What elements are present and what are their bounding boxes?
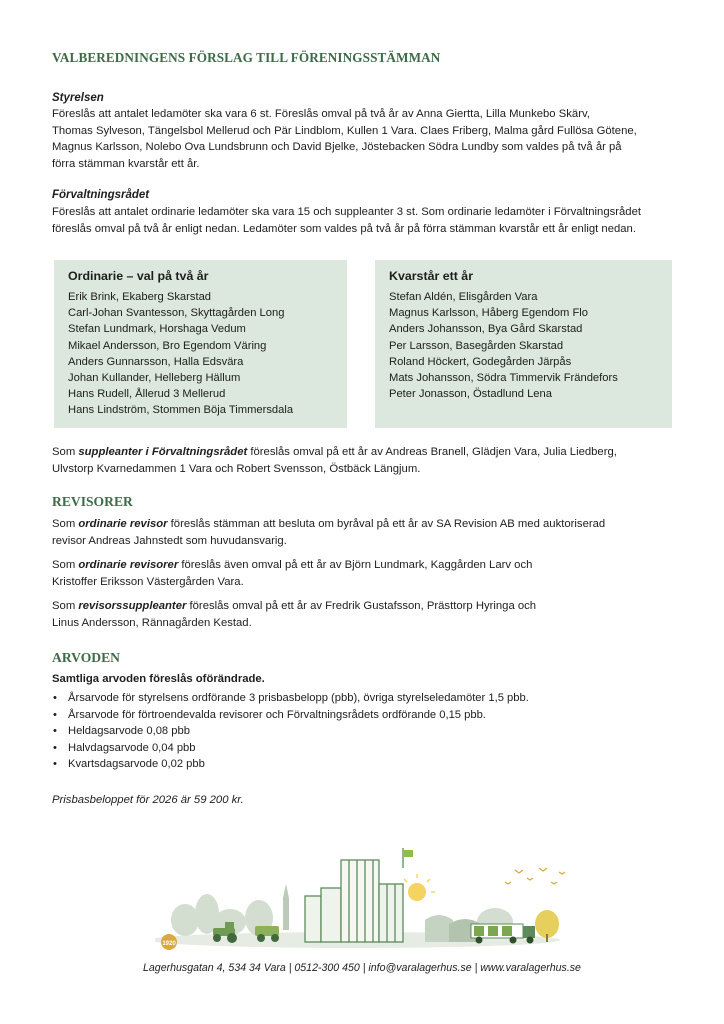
revisorer-heading: REVISORER xyxy=(52,494,133,509)
arvoden-heading: ARVODEN xyxy=(52,650,120,665)
revisorer-line xyxy=(52,516,672,533)
suppleanter-paragraph xyxy=(52,444,672,477)
kvarstar-list xyxy=(389,289,618,402)
emphasis: suppleanter i Förvaltningsrådet xyxy=(78,446,248,458)
list-item: • Halvdagsarvode 0,04 pbb xyxy=(52,740,529,757)
badge-text: 1920 xyxy=(162,941,176,947)
styrelsen-line: Magnus Karlsson, Nolebo Ova Lundsbrunn och David Bjelke, Jöstebacken Södra Lundby som valdes på två år på xyxy=(52,141,622,153)
emphasis: revisorssuppleanter xyxy=(78,600,187,612)
suppleanter-line xyxy=(52,444,672,461)
list-item: Stefan Aldén, Elisgården Vara xyxy=(389,291,538,303)
text: Som xyxy=(52,518,79,530)
styrelsen-line: förra stämman kvarstår ett år. xyxy=(52,157,200,170)
revisorer-line xyxy=(52,598,672,615)
list-item: • Kvartsdagsarvode 0,02 pbb xyxy=(52,756,529,773)
forvaltningsradet-line: föreslås omval på två år enligt nedan. Ledamöter som valdes på två år på förra stämman kvarstår ett år enligt nedan. xyxy=(52,222,636,235)
prisbasbelopp-note: Prisbasbeloppet för 2026 är 59 200 kr. xyxy=(52,794,244,806)
list-item: • Årsarvode för förtroendevalda revisorer och Förvaltningsrådets ordförande 0,15 pbb. xyxy=(52,707,529,724)
text: föreslås stämman att besluta om byråval på ett år av SA Revision AB med auktoriserad xyxy=(167,518,606,530)
list-item: • Årsarvode för styrelsens ordförande 3 prisbasbelopp (pbb), övriga styrelseledamöter 1,5 pbb. xyxy=(52,690,529,707)
styrelsen-line: Föreslås att antalet ledamöter ska vara 6 st. Föreslås omval på två år av Anna Giertta, Lilla Munkebo Skärv, xyxy=(52,108,590,120)
list-item: Anders Johansson, Bya Gård Skarstad xyxy=(389,323,583,336)
list-item: Magnus Karlsson, Håberg Egendom Flo xyxy=(389,307,588,320)
kvarstar-heading: Kvarstår ett år xyxy=(389,269,474,283)
revisorer-line: revisor Andreas Jahnstedt som huvudansvarig. xyxy=(52,534,287,547)
revisorer-paragraph-1 xyxy=(52,516,672,549)
emphasis: ordinarie revisorer xyxy=(78,559,179,571)
revisorer-line: Linus Andersson, Rännagården Kestad. xyxy=(52,616,252,629)
forvaltningsradet-line: Föreslås att antalet ordinarie ledamöter ska vara 15 och suppleanter 3 st. Som ordinarie ledamöter i Förvaltningsrådet xyxy=(52,206,641,218)
list-item: Carl-Johan Svantesson, Skyttagården Long xyxy=(68,307,285,320)
list-item: Stefan Lundmark, Horshaga Vedum xyxy=(68,323,246,336)
revisorer-line: Kristoffer Eriksson Västergården Vara. xyxy=(52,575,244,588)
suppleanter-line: Ulvstorp Kvarnedammen 1 Vara och Robert Svensson, Östbäck Längjum. xyxy=(52,462,421,475)
text: föreslås omval på ett år av Andreas Branell, Glädjen Vara, Julia Liedberg, xyxy=(247,446,617,458)
emphasis: ordinarie revisor xyxy=(78,518,168,530)
list-item: Peter Jonasson, Östadlund Lena xyxy=(389,388,552,401)
list-item: Mats Johansson, Södra Timmervik Frändefors xyxy=(389,372,618,385)
list-item: Johan Kullander, Helleberg Hällum xyxy=(68,372,241,385)
text: Som xyxy=(52,446,79,458)
revisorer-paragraph-3 xyxy=(52,598,672,631)
ordinarie-list xyxy=(68,289,293,419)
list-item: Hans Lindström, Stommen Böja Timmersdala xyxy=(68,404,294,417)
text: Som xyxy=(52,600,79,612)
list-item: Mikael Andersson, Bro Egendom Väring xyxy=(68,339,267,352)
document-title: VALBEREDNINGENS FÖRSLAG TILL FÖRENINGSSTÄMMAN xyxy=(52,50,441,65)
styrelsen-heading: Styrelsen xyxy=(52,92,104,104)
revisorer-line xyxy=(52,557,672,574)
text: Som xyxy=(52,559,79,571)
farm-silo-illustration-icon xyxy=(155,848,575,952)
list-item: Erik Brink, Ekaberg Skarstad xyxy=(68,291,212,303)
arvoden-list xyxy=(52,690,529,773)
forvaltningsradet-heading: Förvaltningsrådet xyxy=(52,189,150,201)
footer-contact: Lagerhusgatan 4, 534 34 Vara | 0512-300 450 | info@varalagerhus.se | www.varalagerhus.se xyxy=(143,962,581,974)
list-item: Anders Gunnarsson, Halla Edsvära xyxy=(68,355,244,368)
ordinarie-box xyxy=(54,260,347,428)
list-item: Hans Rudell, Ållerud 3 Mellerud xyxy=(68,388,226,401)
revisorer-paragraph-2 xyxy=(52,557,672,590)
arvoden-lead: Samtliga arvoden föreslås oförändrade. xyxy=(52,673,265,685)
list-item: • Heldagsarvode 0,08 pbb xyxy=(52,723,529,740)
styrelsen-line: Thomas Sylveson, Tängelsbol Mellerud och Pär Lindblom, Kullen 1 Vara. Claes Friberg, Malma gård Fullösa Götene, xyxy=(52,124,637,137)
kvarstar-box xyxy=(375,260,672,428)
list-item: Roland Höckert, Godegården Järpås xyxy=(389,355,572,368)
forvaltningsradet-paragraph xyxy=(52,204,672,237)
ordinarie-heading: Ordinarie – val på två år xyxy=(68,269,209,283)
list-item: Per Larsson, Basegården Skarstad xyxy=(389,339,564,352)
text: föreslås även omval på ett år av Björn Lundmark, Kaggården Larv och xyxy=(178,559,533,571)
text: föreslås omval på ett år av Fredrik Gustafsson, Prästtorp Hyringa och xyxy=(186,600,537,612)
styrelsen-paragraph xyxy=(52,106,672,172)
